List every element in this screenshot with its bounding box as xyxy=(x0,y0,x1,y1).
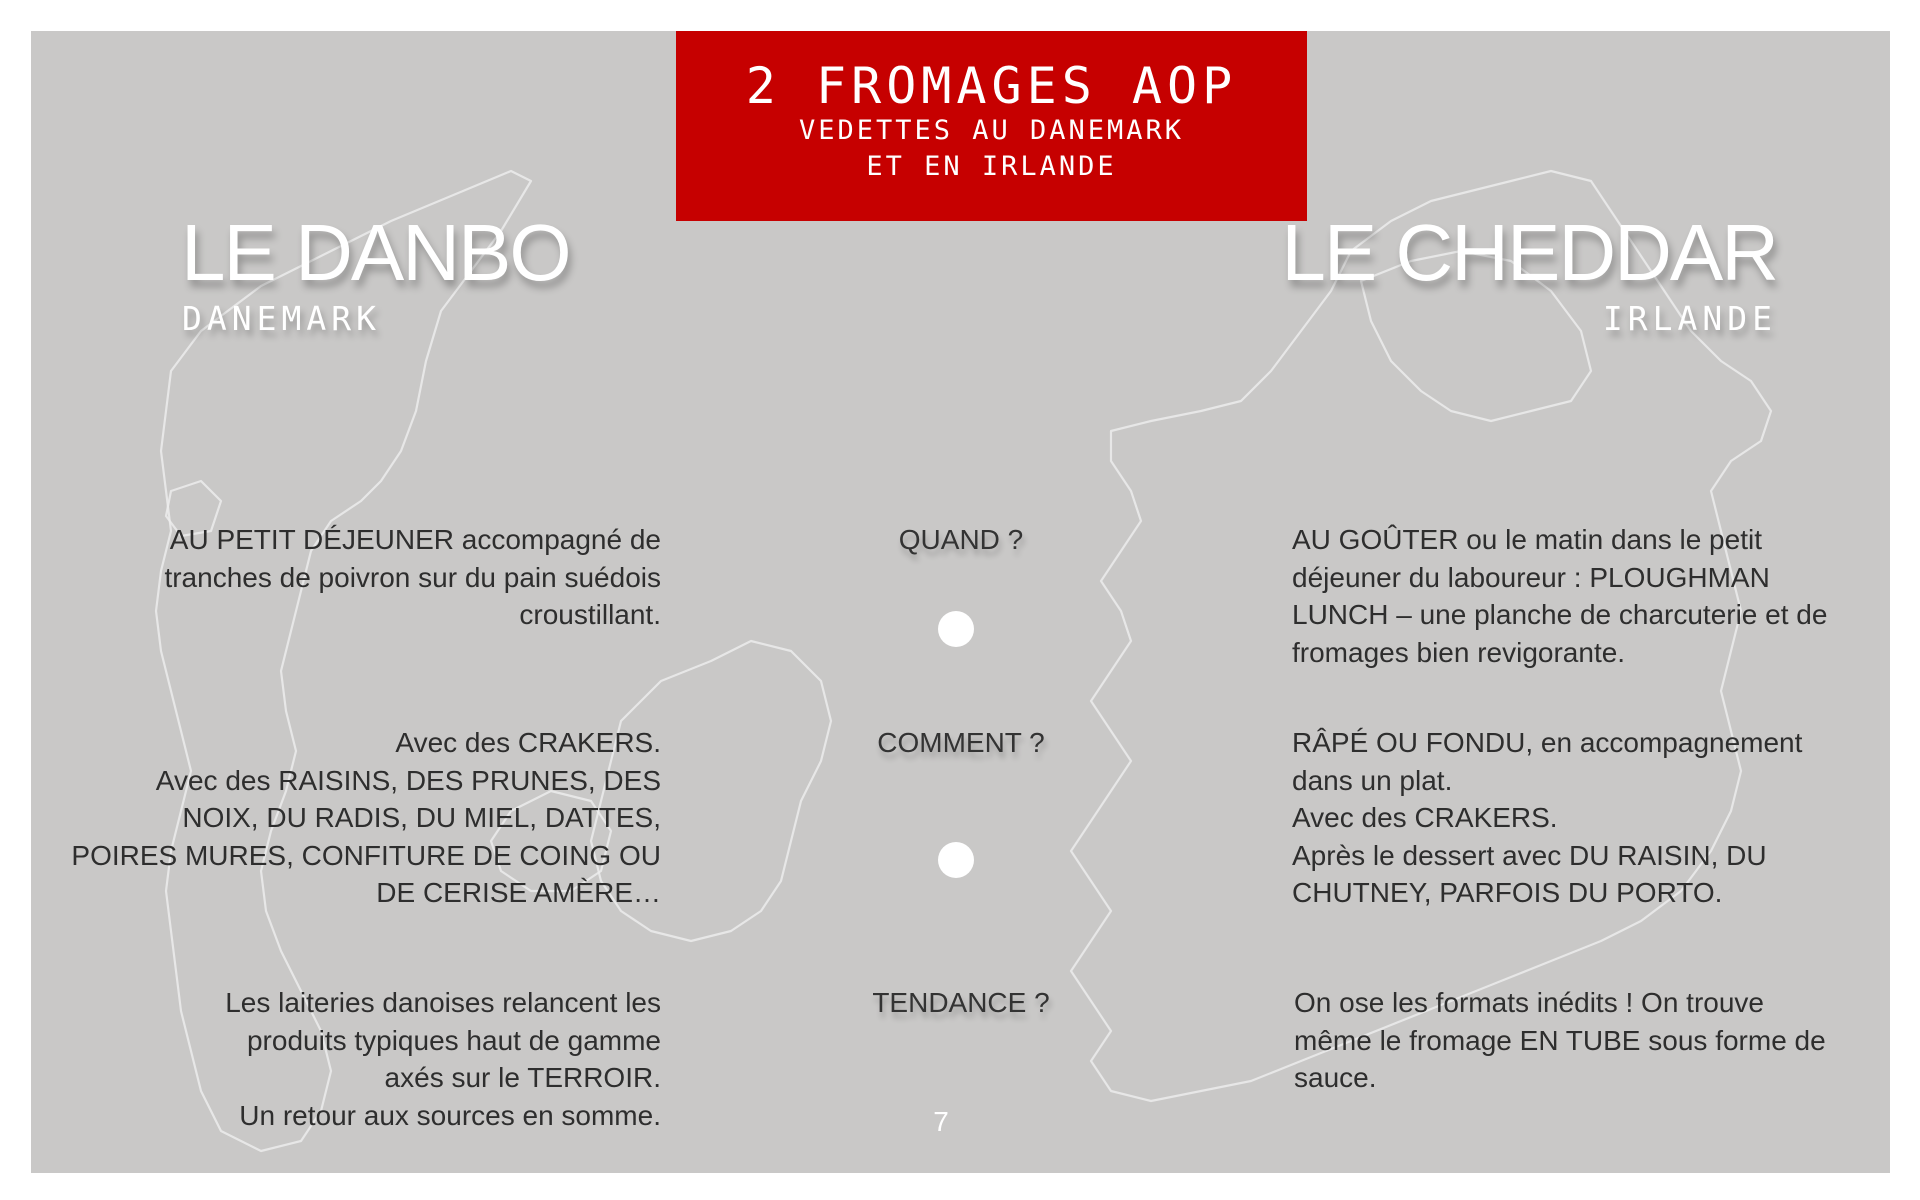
banner-subtitle-line2: ET EN IRLANDE xyxy=(866,151,1117,182)
text-line: Après le dessert avec DU RAISIN, DU xyxy=(1292,839,1767,871)
banner-title: 2 FROMAGES AOP xyxy=(745,57,1238,115)
question-comment: COMMENT ? xyxy=(877,727,1045,758)
separator-dot xyxy=(938,611,974,647)
text-line: axés sur le TERROIR. xyxy=(384,1062,661,1093)
banner-subtitle-line1: VEDETTES AU DANEMARK xyxy=(798,115,1185,146)
text-line: Les laiteries danoises relancent les xyxy=(225,987,661,1018)
text-line: produits typiques haut de gamme xyxy=(246,1024,661,1056)
left-cheese-country: DANEMARK xyxy=(182,299,381,338)
right-cheese-name: LE CHEDDAR xyxy=(1281,208,1777,297)
text-line: AU GOÛTER ou le matin dans le petit xyxy=(1292,524,1762,555)
left-cheese-name: LE DANBO xyxy=(181,208,570,297)
left-quand-text xyxy=(164,521,661,634)
text-line: RÂPÉ OU FONDU, en accompagnement xyxy=(1292,727,1803,758)
text-line: Avec des RAISINS, DES PRUNES, DES xyxy=(155,764,661,796)
page-number: 7 xyxy=(933,1106,949,1137)
text-line: POIRES MURES, CONFITURE DE COING OU xyxy=(71,839,661,871)
left-tendance-text xyxy=(225,984,661,1134)
right-quand-text xyxy=(1292,521,1827,671)
text-line: fromages bien revigorante. xyxy=(1292,636,1626,668)
text-line: CHUTNEY, PARFOIS DU PORTO. xyxy=(1292,877,1723,908)
title-banner xyxy=(676,31,1307,221)
text-line: NOIX, DU RADIS, DU MIEL, DATTES, xyxy=(182,802,661,833)
right-tendance-text xyxy=(1294,984,1826,1097)
text-line: DE CERISE AMÈRE… xyxy=(376,877,661,908)
text-line: croustillant. xyxy=(519,599,661,630)
question-quand: QUAND ? xyxy=(898,524,1024,555)
question-tendance: TENDANCE ? xyxy=(872,987,1050,1018)
page-panel xyxy=(31,31,1890,1173)
separator-dot xyxy=(938,842,974,878)
text-line: Un retour aux sources en somme. xyxy=(239,1099,661,1131)
text-line: Avec des CRAKERS. xyxy=(395,727,661,758)
right-cheese-country: IRLANDE xyxy=(1602,299,1777,338)
right-comment-text xyxy=(1292,724,1802,912)
text-line: déjeuner du laboureur : PLOUGHMAN xyxy=(1292,561,1770,593)
text-line: tranches de poivron sur du pain suédois xyxy=(164,561,661,593)
text-line: même le fromage EN TUBE sous forme de xyxy=(1294,1024,1826,1056)
text-line: dans un plat. xyxy=(1292,764,1453,796)
text-line: Avec des CRAKERS. xyxy=(1292,802,1558,833)
text-line: sauce. xyxy=(1294,1062,1377,1093)
left-comment-text xyxy=(71,724,661,912)
text-line: On ose les formats inédits ! On trouve xyxy=(1294,987,1764,1018)
text-line: LUNCH – une planche de charcuterie et de xyxy=(1292,599,1828,630)
text-line: AU PETIT DÉJEUNER accompagné de xyxy=(169,524,661,555)
